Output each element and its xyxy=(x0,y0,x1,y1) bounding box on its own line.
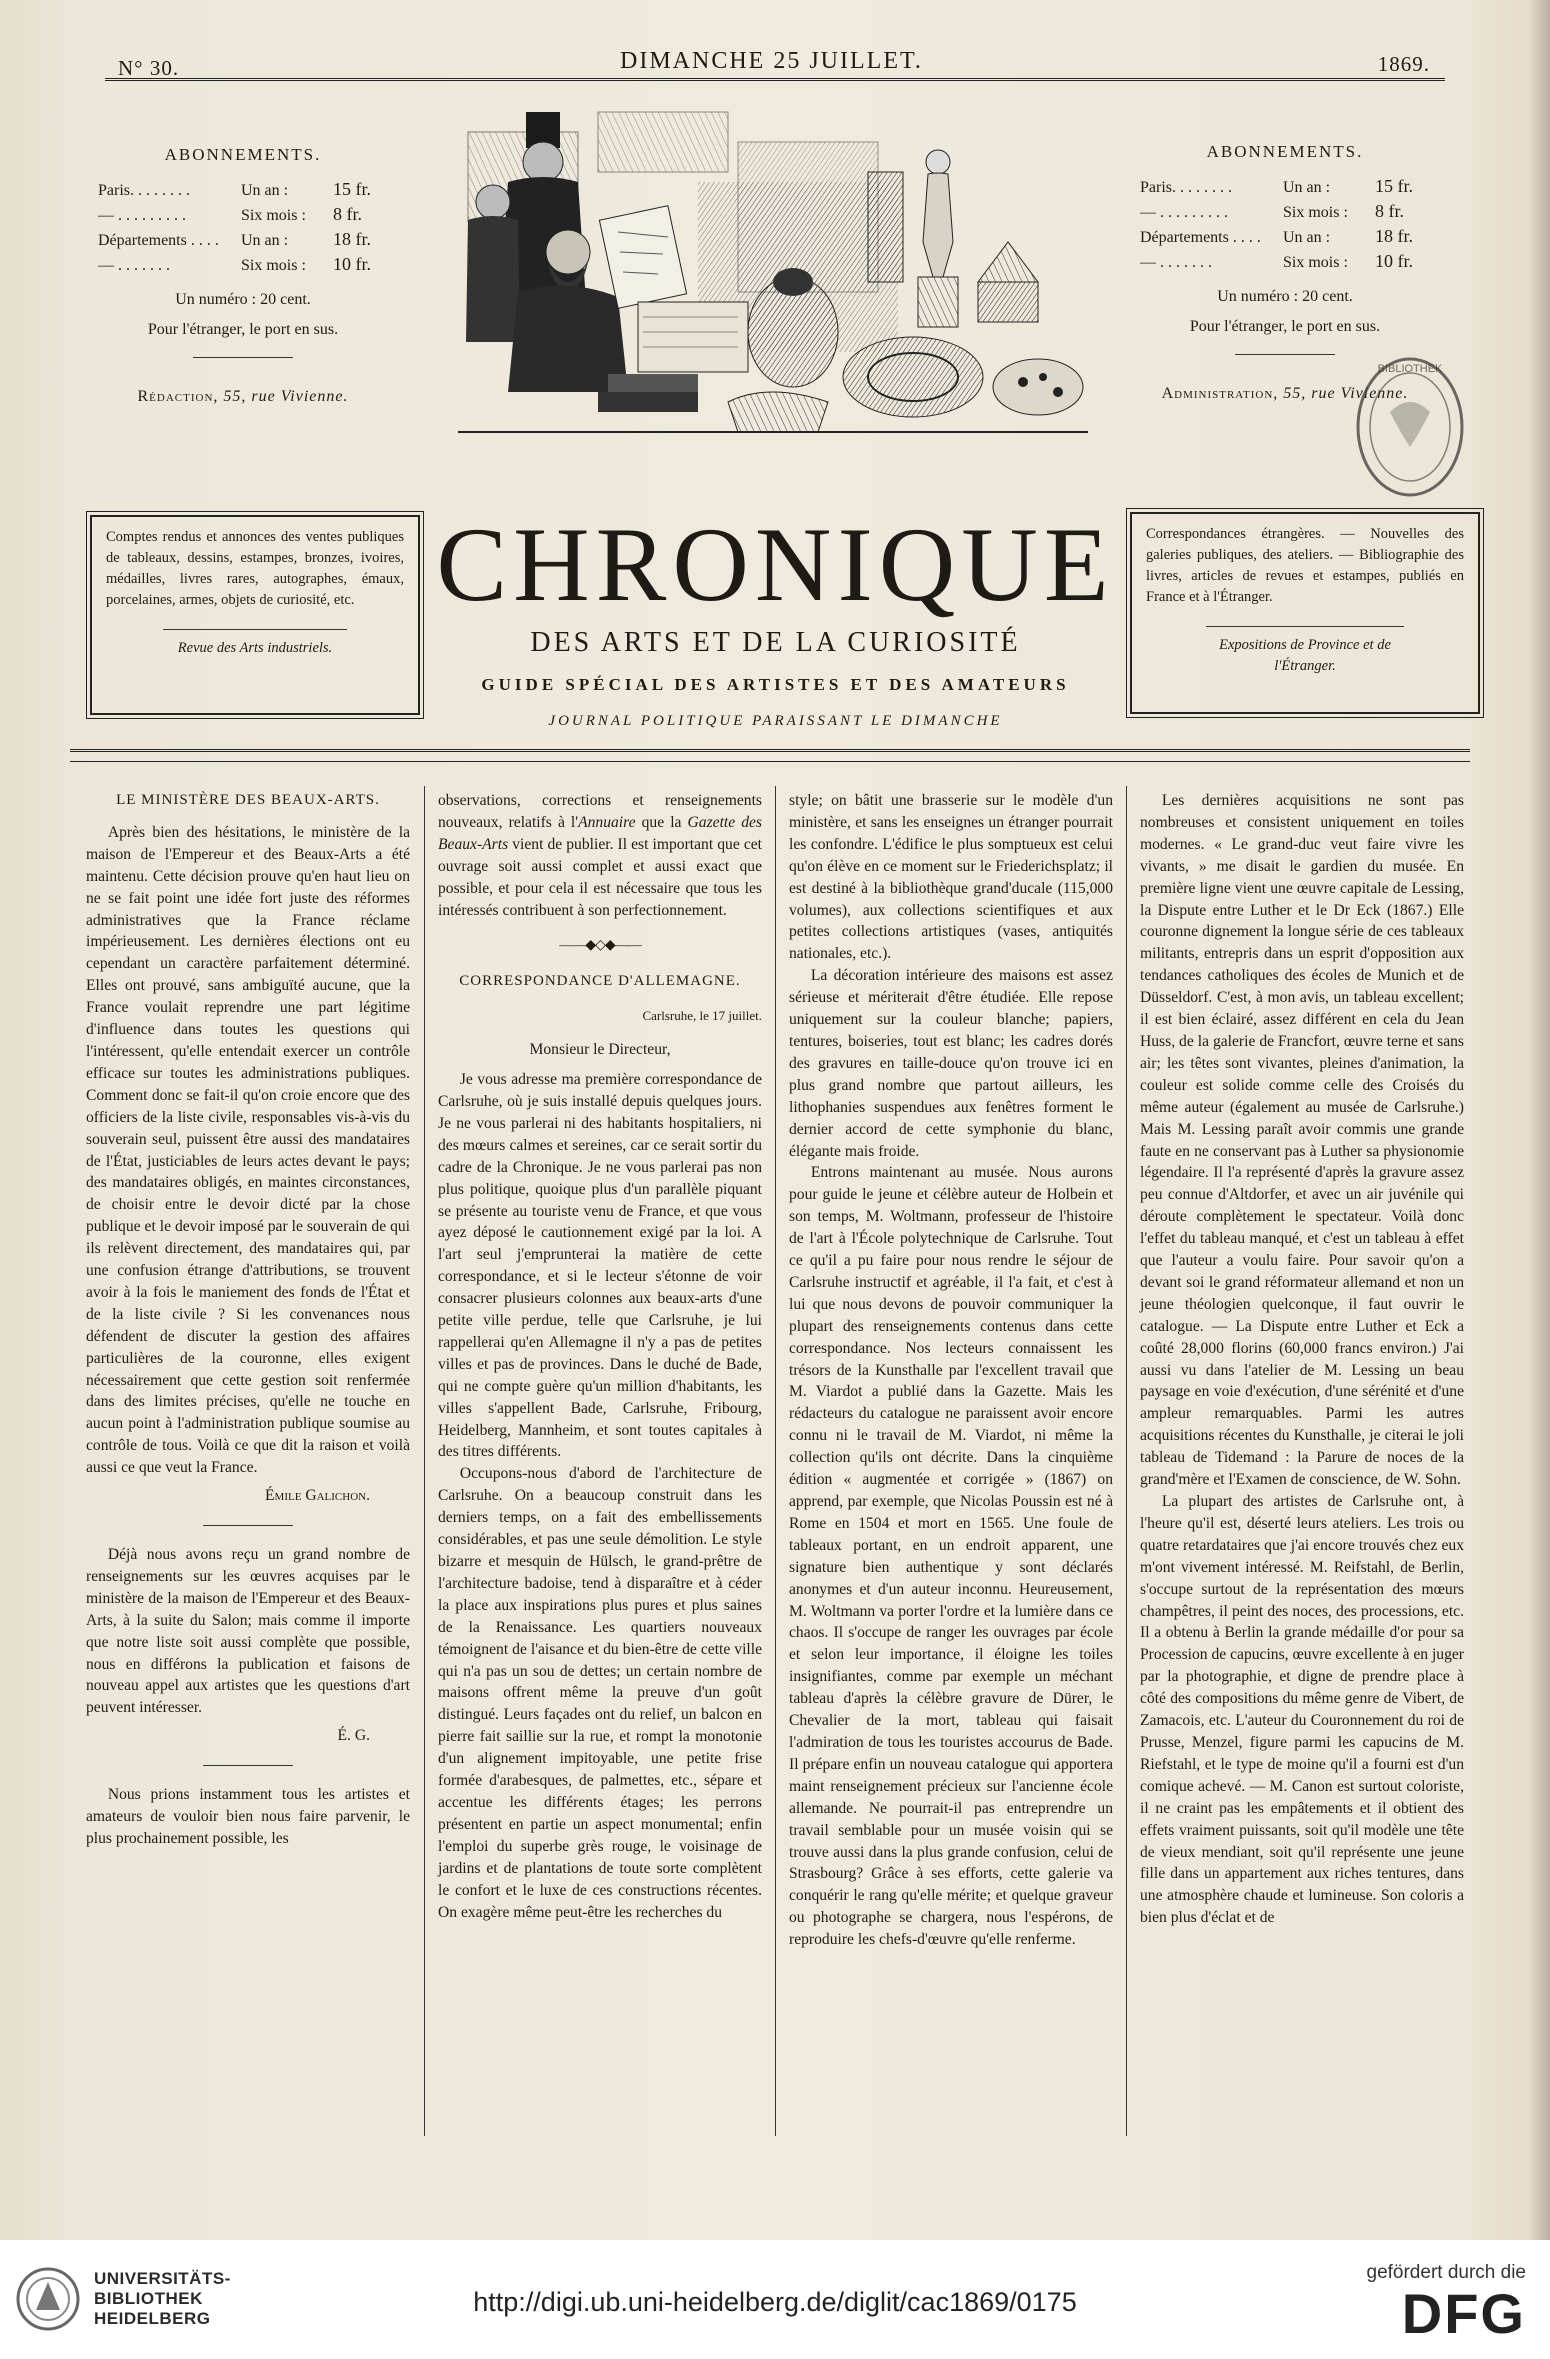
header-rule xyxy=(70,749,1470,752)
ornament-divider: ——◆◇◆—— xyxy=(559,938,641,954)
divider xyxy=(203,1765,293,1766)
issue-dateline xyxy=(118,44,1430,80)
article-paragraph: La plupart des artistes de Carlsruhe ont, à l'heure qu'il est, déserté leurs ateliers. Les trois ou quatre retardataires que j'ai encore trouvés chez eux m'ont vivement intéressé. M. Reifstahl, de Berlin, s'occupe surtout de la représentation des mœurs champêtres, il peint des noces, des processions, etc. Il a obtenu à Berlin la grande médaille d'or pour sa Procession de capucins, œuvre excellente à en juger par la photographie, et digne de prendre place à côté des compositions du même genre de Vibert, de Zamacois, etc. L'auteur du Couronnement du roi de Prusse, Menzel, figure parmi les capucins de M. Riefstahl, et le type de moine qu'il a fourni est d'un comique achevé. — M. Canon est surtout coloriste, il ne craint pas les empâtements et il obtient des effets vraiment puissants, soit qu'il modèle une tête de vieux mendiant, soit qu'il représente une jeune fille dans un appartement aux riches tentures, dans une atmosphère chaude et lumineuse. Son coloris a bien plus d'éclat et de xyxy=(1140,1493,1464,1927)
column-rule xyxy=(1126,786,1127,2136)
right-box-text: Correspondances étrangères. — Nouvelles des galeries publiques, des ateliers. — Bibliographie des livres, articles de revues et estampes, publiés en France et à l'Étranger. xyxy=(1146,526,1464,605)
subscription-row: Départements . . . . Un an : 18 fr. xyxy=(1140,226,1413,246)
permalink-url[interactable]: http://digi.ub.uni-heidelberg.de/diglit/cac1869/0175 xyxy=(473,2287,1077,2317)
subscriptions-title: ABONNEMENTS. xyxy=(164,145,322,164)
article-paragraph: Nous prions instamment tous les artistes et amateurs de vouloir bien nous faire parvenir, le plus prochainement possible, les xyxy=(86,1786,410,1847)
stamp-text: BIBLIOTHEK xyxy=(1377,363,1443,375)
editorial-address: Rédaction, 55, rue Vivienne. xyxy=(137,388,349,405)
article-paragraph: Déjà nous avons reçu un grand nombre de renseignements sur les œuvres acquises par le ministère de la maison de l'Empereur et des Beaux-Arts, à la suite du Salon; mais comme il importe que notre liste soit aussi complète que possible, nous en différons la publication et faisons de nouveau appel aux artistes que les questions d'art peuvent intéresser. xyxy=(86,1546,410,1717)
article-paragraph: Je vous adresse ma première correspondance de Carlsruhe, où je suis installé depuis quelques jours. Je ne vous parlerai ni des habitants hospitaliers, ni des mœurs calmes et sereines, car ce serait sortir du cadre de la Chronique. Je ne vous parlerai pas non plus politique, quoique plus d'un parallèle piquant se présente au touriste venu de France, et que vous ayez déposé le cautionnement exigé par la loi. A l'art seul j'emprunterai la matière de cette correspondance, et si le lecteur s'étonne de voir consacrer plusieurs colonnes aux beaux-arts d'une petite ville perdue, telle que Carlsruhe, je lui rappellerai qu'en Allemagne il n'y a pas de petites villes et pas de provinces. Dans le duché de Bade, qui ne compte guère qu'un million d'habitants, les villes s'appellent Bade, Carlsruhe, Fribourg, Heidelberg, Mannheim, et sont toutes capitales à des titres différents. xyxy=(438,1071,762,1461)
foreign-postage: Pour l'étranger, le port en sus. xyxy=(1189,318,1381,335)
dfg-funding-notice[interactable] xyxy=(1367,2262,1527,2344)
digitization-footer xyxy=(0,2240,1550,2359)
article-paragraph: Les dernières acquisitions ne sont pas nombreuses et consistent uniquement en toiles modernes. « Le grand-duc veut faire vivre les vivants, » me disait le gardien du musée. En première ligne vient une œuvre capitale de Lessing, la Dispute entre Luther et le Dr Eck (1867.) Elle couronne dignement la longue série de ces tableaux militants, entrepris dans un esprit d'opposition aux tendances catholiques des écoles de Munich et de Düsseldorf. C'est, à mon avis, un tableau excellent; il est bien éclairé, assez différent en cela du Jean Huss, de la galerie de Francfort, œuvre terne et sans air; les têtes sont vivantes, pleines d'animation, la couleur est solide comme celle des Croisés du même auteur (également au musée de Carlsruhe.) Mais M. Lessing paraît avoir commis une grande faute en ne conservant pas à Luther sa physionomie légendaire. Il l'a représenté d'après la gravure assez peu connue d'Altdorfer, et avec un air juvénile qui déroute complètement le spectateur. Voilà donc l'effet du tableau manqué, et c'est un tableau à effet que l'auteur a voulu faire. Pour savoir qu'on a devant soi le grand réformateur allemand et non un jeune théologien quelconque, il faut ouvrir le catalogue. — La Dispute entre Luther et Eck a coûté 28,000 florins (60,000 francs environ.) J'ai aussi vu dans l'atelier de M. Lessing un beau paysage en voie d'exécution, d'une sérénité et d'une ampleur remarquables. Parmi les autres acquisitions récentes du Kunsthalle, je citerai le joli tableau de Tidemand : la Parure de noces de la grand'mère et l'Examen de conscience, de W. Sohn. xyxy=(1140,792,1464,1489)
single-issue-price: Un numéro : 20 cent. xyxy=(1217,288,1353,305)
header-rule-thin xyxy=(70,761,1470,762)
dateline-place: Carlsruhe, le 17 juillet. xyxy=(642,1008,762,1024)
masthead-journal-line: JOURNAL POLITIQUE PARAISSANT LE DIMANCHE xyxy=(548,713,1003,729)
engraving-illustration xyxy=(448,102,1103,442)
masthead-subtitle: DES ARTS ET DE LA CURIOSITÉ xyxy=(530,627,1021,658)
article-paragraph: Entrons maintenant au musée. Nous aurons pour guide le jeune et célèbre auteur de Holbein et son temps, M. Woltmann, professeur de l'histoire de l'art à l'École polytechnique de Carlsruhe. Tout ce qu'il a pu faire pour nous rendre le séjour de Carlsruhe instructif et agréable, il l'a fait, et c'est à lui que nous devons de pouvoir communiquer la plupart des renseignements contenus dans cette correspondance. Nos lecteurs connaissent les trésors de la Kunsthalle par l'excellent travail que M. Viardot a publié dans la Gazette. Mais les rédacteurs du catalogue ne paraissent avoir encore connu ni le travail de M. Viardot, ni même la collection qu'ils ont décrite. Dans la cinquième édition « augmentée et corrigée » (1867) on apprend, par exemple, que Nicolas Poussin est né à Rome en 1504 et mort en 1565. Une foule de tableaux portant, en un endroit apparent, une signature bien authentique y sont déclarés anonymes et d'un auteur inconnu. Heureusement, M. Woltmann va porter l'ordre et la lumière dans ce chaos. Il s'occupe de ranger les ouvrages par école et selon leur importance, il éloigne les toiles insignifiantes, comme par exemple un méchant tableau d'après la célèbre gravure de Dürer, le Chevalier de la mort, tableau qui faisait l'admiration de tous les touristes accourus de Bade. Il prépare enfin un nouveau catalogue qui apportera maint renseignement précieux sur l'ancienne école allemande. Ne pourrait-il pas entreprendre un travail semblable pour un musée voisin qui se trouve aussi dans la plus grande confusion, celui de Strasbourg? Grâce à ses efforts, cette galerie va conquérir le rang qu'elle mérite; et quelque graveur ou photographe se chargera, nous l'espérons, de reproduire les chefs-d'œuvre qu'elle renferme. xyxy=(789,1164,1113,1949)
masthead-tagline: GUIDE SPÉCIAL DES ARTISTES ET DES AMATEURS xyxy=(481,675,1070,694)
divider xyxy=(203,1525,293,1526)
administration-address: Administration, 55, rue Vivienne. xyxy=(1161,385,1409,402)
column-rule xyxy=(424,786,425,2136)
article-paragraph: style; on bâtit une brasserie sur le modèle d'un ministère, et sans les enseignes un étranger pourrait les confondre. L'édifice le plus somptueux est celui qu'on élève en ce moment sur le Friederichsplatz; il est destiné à la bibliothèque grand'ducale (115,000 volumes), aux collections scientifiques et aux petites collections artistiques (vases, antiquités nationales, etc.). xyxy=(789,792,1113,963)
subscription-row: — . . . . . . . . . Six mois : 8 fr. xyxy=(98,204,362,224)
article-signature: Émile Galichon. xyxy=(265,1487,370,1505)
article-paragraph: Occupons-nous d'abord de l'architecture de Carlsruhe. On a beaucoup construit dans les derniers temps, on a fait des embellissements considérables, et pas une seule démolition. Le style bizarre et mesquin de Hülsch, le grand-prêtre de l'architecture badoise, tend à disparaître et à céder la place aux inspirations plus pures et plus saines de la Renaissance. Les quartiers nouveaux témoignent de l'aisance et du bien-être de cette ville qui n'a pas un sou de dettes; un certain nombre de maisons offrent même la preuve d'un goût distingué. Leurs façades ont du relief, un balcon en pierre fait saillie sur la rue, et rompt la monotonie d'un alignement impitoyable, une petite frise formée d'arabesques, de palmettes, etc., sépare et accentue les différents étages; les perrons présentent en partie un aspect monumental; enfin l'emploi du superbe grès rouge, le voisinage de jardins et de plantations de toute sorte complètent le confort et le luxe de ces constructions récentes. On exagère même peut-être les recherches du xyxy=(438,1465,762,1921)
masthead-title: CHRONIQUE xyxy=(436,506,1115,623)
article-paragraph: La décoration intérieure des maisons est assez sérieuse et mériterait d'être étudiée. Elle repose uniquement sur la couleur blanche; papiers, tentures, boiseries, tout est blanc; les cadres dorés des gravures en taille-douce qu'on trouve ici en plus grand nombre que partout ailleurs, les lithophanies suspendues aux fenêtres forment le dernier accord de cette symphonie du blanc, élégante mais froide. xyxy=(789,967,1113,1160)
subscriptions-left xyxy=(98,145,388,406)
funded-by-text: gefördert durch die xyxy=(1366,2262,1526,2283)
letter-salutation: Monsieur le Directeur, xyxy=(529,1041,671,1059)
university-library-name: UNIVERSITÄTS- BIBLIOTHEK HEIDELBERG xyxy=(94,2269,231,2328)
subscription-row: — . . . . . . . . . Six mois : 8 fr. xyxy=(1140,201,1404,221)
article-title: LE MINISTÈRE DES BEAUX-ARTS. xyxy=(116,792,380,808)
subscriptions-title: ABONNEMENTS. xyxy=(1206,142,1364,161)
subscription-row: Paris. . . . . . . . Un an : 15 fr. xyxy=(1140,176,1413,196)
article-signature: É. G. xyxy=(337,1727,370,1745)
issue-year: 1869. xyxy=(1377,52,1430,76)
subscription-row: — . . . . . . . Six mois : 10 fr. xyxy=(1140,251,1413,271)
article-title: CORRESPONDANCE D'ALLEMAGNE. xyxy=(459,973,741,990)
column-3 xyxy=(789,790,1113,1951)
single-issue-price: Un numéro : 20 cent. xyxy=(175,291,311,308)
subscription-row: Paris. . . . . . . . Un an : 15 fr. xyxy=(98,179,371,199)
article-paragraph: observations, corrections et renseignements nouveaux, relatifs à l'Annuaire que la Gazette des Beaux-Arts vient de publier. Il est important que cet ouvrage soit aussi complet et aussi exact que possible, et pour cela il est nécessaire que tous les intéressés contribuent à son perfectionnement. xyxy=(438,792,762,919)
left-box-footer: Revue des Arts industriels. xyxy=(163,629,348,659)
column-4 xyxy=(1140,790,1464,1929)
left-box-text: Comptes rendus et annonces des ventes publiques de tableaux, dessins, estampes, bronzes, ivoires, médailles, livres rares, autographes, émaux, porcelaines, armes, objets de curiosité, etc. xyxy=(106,529,404,608)
library-stamp-icon xyxy=(1350,352,1470,502)
right-feature-box xyxy=(1130,512,1480,714)
dateline-rule xyxy=(105,78,1445,81)
divider xyxy=(1235,354,1335,355)
divider xyxy=(193,357,293,358)
dfg-logo: DFG xyxy=(1401,2282,1526,2345)
issue-number: N° 30. xyxy=(118,56,180,80)
subscription-row: — . . . . . . . Six mois : 10 fr. xyxy=(98,254,371,274)
page-edge-shadow xyxy=(1528,0,1550,2240)
issue-date: DIMANCHE 25 JUILLET. xyxy=(620,48,923,74)
column-2 xyxy=(438,790,762,1923)
masthead xyxy=(418,505,1133,730)
article-paragraph: Après bien des hésitations, le ministère de la maison de l'Empereur et des Beaux-Arts a été maintenu. Cette décision prouve qu'en haut lieu on ne se fait point une idée fort juste des réformes administratives que la France réclame impérieusement. Les dernières élections ont eu cependant un caractère parfaitement déterminé. Elles ont prouvé, sans ambiguïté aucune, que la France voulait reprendre une part légitime d'influence dans toutes les questions qui l'intéressent, qu'elle entendait exercer un contrôle efficace sur toutes les administrations publiques. Comment donc se fait-il qu'on croie encore que des officiers de la liste civile, responsables vis-à-vis du souverain seul, puissent être aussi des mandataires de l'État, justiciables de leurs actes devant le pays; des mandataires obligés, en maintes circonstances, de choisir entre le devoir dicté par la chose publique et le devoir imposé par le souverain de qui ils relèvent directement, des mandataires qui, par une confusion étrange d'attributions, se trouvent avoir à la fois le maniement des fonds de l'État et de la liste civile ? Si les convenances nous défendent de discuter la gestion des affaires particulières de la couronne, elles exigent nécessairement que cette gestion soit renfermée dans des limites précises, qu'elle ne touche en aucun point à l'administration publique soumise au contrôle de tous. Voilà ce que dit la raison et voilà aussi ce que veut la France. xyxy=(86,823,410,1477)
column-rule xyxy=(775,786,776,2136)
left-feature-box xyxy=(90,515,420,715)
right-box-footer: Expositions de Province et de l'Étranger. xyxy=(1206,626,1403,677)
foreign-postage: Pour l'étranger, le port en sus. xyxy=(147,321,339,338)
subscription-row: Départements . . . . Un an : 18 fr. xyxy=(98,229,371,249)
column-1 xyxy=(86,790,410,1850)
